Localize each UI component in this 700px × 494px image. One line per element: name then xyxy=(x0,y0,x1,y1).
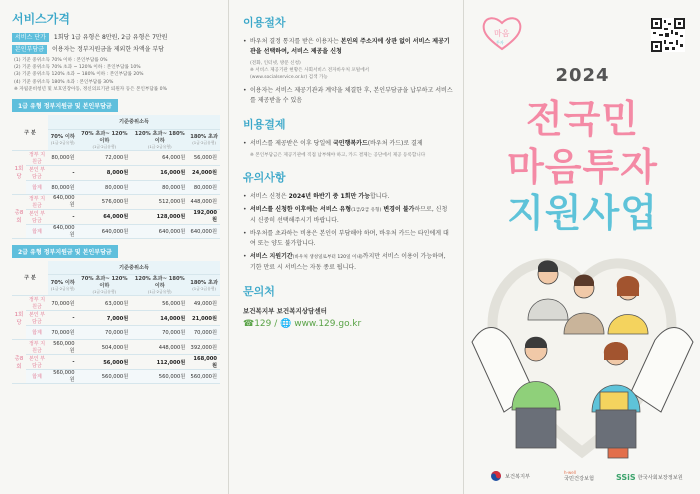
copay-notes xyxy=(12,57,220,93)
procedure-note: (www.socialservice.or.kr) 검색 가능 xyxy=(250,75,328,80)
col-header: 120% 초과~ 180% 이하 (1급·2급유형) xyxy=(131,129,188,150)
cover-title-line1: 전국민 xyxy=(525,97,640,141)
table-row xyxy=(12,355,220,370)
table-cell: 112,000원 xyxy=(131,355,188,370)
caution-title: 유의사항 xyxy=(243,171,286,184)
table1-band: 1급 유형 정부지원금 및 본인부담금 xyxy=(12,99,118,112)
row-label: 정부 지원금 xyxy=(26,150,48,165)
col-header: 70% 이하 (1급·2급유형) xyxy=(48,129,78,150)
row-label: 본인 부담금 xyxy=(26,355,48,370)
table-cell: 56,000원 xyxy=(131,296,188,311)
table-cell: 64,000원 xyxy=(78,209,132,224)
table-cell: 14,000원 xyxy=(131,311,188,326)
row-label: 합계 xyxy=(26,370,48,384)
caution-item: • 서비스를 신청한 이후에는 서비스 유형(1급/2급 유형) 변경이 불가하므로, 신청 시 신중히 선택해주시기 바랍니다. xyxy=(243,205,453,226)
svg-text:마음: 마음 xyxy=(494,29,510,38)
payment-note: ※ 본인부담금은 제공기관에 직접 납부해야 하고, 카드 결제는 공단에서 제공 등록합니다 xyxy=(250,153,426,158)
guide-panel xyxy=(228,0,463,494)
table-cell: 560,000원 xyxy=(78,370,132,384)
note-line: (1) 기준 중위소득 70% 이하 : 본인부담률 0% xyxy=(14,58,108,63)
row-label: 합계 xyxy=(26,180,48,194)
row-label: 합계 xyxy=(26,326,48,340)
note-line: (4) 기준 중위소득 180% 초과 : 본인부담률 30% xyxy=(14,79,114,85)
table2-band: 2급 유형 정부지원금 및 본인부담금 xyxy=(12,245,118,258)
col-header-gubun: 구 분 xyxy=(12,115,48,150)
table-cell: 576,000원 xyxy=(78,194,132,209)
group-label: 1회당 xyxy=(12,296,26,340)
table-cell: 16,000원 xyxy=(131,165,188,180)
col-header-group: 기준중위소득 xyxy=(48,261,220,275)
table-row xyxy=(12,180,220,194)
table-cell: 80,000원 xyxy=(48,180,78,194)
cover-title-line2: 마음투자 xyxy=(507,145,658,189)
table-row xyxy=(12,209,220,224)
table-row xyxy=(12,370,220,384)
group-label: 총8회 xyxy=(12,194,26,238)
procedure-title: 이용절차 xyxy=(243,16,286,29)
fee-table-grade2 xyxy=(12,261,220,385)
note-line: ※ 자립준비청년 및 보호연장아동, 정신의료기관 퇴원자 등은 본인부담률 0% xyxy=(14,86,167,92)
note-line: (3) 기준 중위소득 120% 초과 ~ 180% 이하 : 본인부담률 20% xyxy=(14,72,144,78)
table-row xyxy=(12,194,220,209)
row-label: 정부 지원금 xyxy=(26,296,48,311)
table-cell: 64,000원 xyxy=(131,150,188,165)
table-cell: 512,000원 xyxy=(131,194,188,209)
caution-section xyxy=(243,169,453,273)
footer-logo-nhis: h-well 국민건강보험 xyxy=(564,470,595,482)
price-panel xyxy=(0,0,228,494)
table-row xyxy=(12,340,220,355)
col-header: 70% 이하 (1급·2급유형) xyxy=(48,275,78,296)
note-line: (2) 기준 중위소득 70% 초과 ~ 120% 이하 : 본인부담률 10% xyxy=(14,65,141,71)
table-cell: 192,000원 xyxy=(188,209,220,224)
table-cell: 560,000원 xyxy=(131,370,188,384)
table-cell: 80,000원 xyxy=(131,180,188,194)
table-cell: 392,000원 xyxy=(188,340,220,355)
table-cell: 80,000원 xyxy=(188,180,220,194)
payment-item: • 서비스를 제공받은 이후 당일에 국민행복카드(바우처 카드)로 결제 xyxy=(243,139,453,149)
procedure-note: (전화, 인터넷, 방문 신청) xyxy=(250,61,301,66)
svg-text:투자: 투자 xyxy=(496,40,504,45)
people-illustration xyxy=(464,222,700,462)
table-row xyxy=(12,326,220,340)
cover-title-line3: 지원사업 xyxy=(507,191,658,235)
col-header: 70% 초과~ 120% 이하 (1급·2급유형) xyxy=(78,129,132,150)
table-cell: 24,000원 xyxy=(188,165,220,180)
col-header-group: 기준중위소득 xyxy=(48,115,220,129)
table-row xyxy=(12,150,220,165)
procedure-item: • 이용자는 서비스 제공기관과 계약을 체결한 후, 본인부담금을 납부하고 서비스를 제공받을 수 있음 xyxy=(243,86,453,106)
taegeuk-icon xyxy=(490,470,502,482)
table-cell: 63,000원 xyxy=(78,296,132,311)
table-cell: 128,000원 xyxy=(131,209,188,224)
cover-year: 2024 xyxy=(555,65,610,86)
table-cell: 168,000원 xyxy=(188,355,220,370)
table-cell: 640,000원 xyxy=(78,224,132,238)
table-cell: - xyxy=(48,311,78,326)
table-cell: 448,000원 xyxy=(188,194,220,209)
contact-phone-link[interactable]: ☎129 / 🌐 www.129.go.kr xyxy=(243,319,362,329)
col-header: 180% 초과 (1급·2급유형) xyxy=(188,275,220,296)
table-cell: 640,000원 xyxy=(48,194,78,209)
table-cell: 640,000원 xyxy=(48,224,78,238)
table-row xyxy=(12,311,220,326)
table-cell: - xyxy=(48,355,78,370)
caution-item: • 바우처를 초과하는 비용은 본인이 부담해야 하며, 바우처 카드는 타인에게 대여 또는 양도 불가합니다. xyxy=(243,229,453,249)
table-cell: 7,000원 xyxy=(78,311,132,326)
table-cell: 56,000원 xyxy=(78,355,132,370)
row-label: 본인 부담금 xyxy=(26,311,48,326)
heart-logo xyxy=(480,14,524,52)
procedure-item: • 바우처 결정 통지를 받은 이용자는 본인의 주소지에 상관 없이 서비스 제공기관을 선택하여, 서비스 제공을 신청 xyxy=(243,37,453,57)
table-cell: 560,000원 xyxy=(48,340,78,355)
table-cell: 56,000원 xyxy=(188,150,220,165)
table-cell: 80,000원 xyxy=(48,150,78,165)
table-cell: 70,000원 xyxy=(131,326,188,340)
table-row xyxy=(12,165,220,180)
procedure-note: ※ 서비스 제공기관 현황은 사회서비스 전자바우처 포털에서 xyxy=(250,68,370,73)
qr-code[interactable] xyxy=(651,18,685,52)
footer-logo-ssis: SSiS 한국사회보장정보원 xyxy=(616,473,683,482)
group-label: 1회당 xyxy=(12,150,26,194)
table-cell: 72,000원 xyxy=(78,150,132,165)
table-cell: 640,000원 xyxy=(188,224,220,238)
row-label: 합계 xyxy=(26,224,48,238)
table-row xyxy=(12,296,220,311)
row-label: 정부 지원금 xyxy=(26,194,48,209)
price-row xyxy=(12,33,220,42)
table-row xyxy=(12,224,220,238)
price-text: 1회당 1급 유형은 8만원, 2급 유형은 7만원 xyxy=(53,34,168,41)
copay-tag: 본인부담금 xyxy=(12,45,47,54)
cover-panel xyxy=(463,0,700,494)
group-label: 총8회 xyxy=(12,340,26,384)
table-cell: 640,000원 xyxy=(131,224,188,238)
contact-org: 보건복지부 보건복지상담센터 xyxy=(243,307,327,315)
table-cell: 70,000원 xyxy=(188,326,220,340)
procedure-section xyxy=(243,14,453,106)
table-cell: 49,000원 xyxy=(188,296,220,311)
copay-text: 이용자는 정부지원금을 제외한 차액을 부담 xyxy=(51,46,164,53)
qr-code-icon xyxy=(651,18,685,52)
table-cell: 70,000원 xyxy=(78,326,132,340)
col-header: 120% 초과~ 180% 이하 (1급·2급유형) xyxy=(131,275,188,296)
table-cell: 8,000원 xyxy=(78,165,132,180)
footer-logo-mohw: 보건복지부 xyxy=(490,470,530,482)
table-cell: 560,000원 xyxy=(48,370,78,384)
table-cell: 21,000원 xyxy=(188,311,220,326)
contact-title: 문의처 xyxy=(243,285,275,298)
row-label: 본인 부담금 xyxy=(26,165,48,180)
payment-section xyxy=(243,116,453,159)
table-cell: 70,000원 xyxy=(48,296,78,311)
caution-item: • 서비스 신청은 2024년 하반기 중 1회만 가능합니다. xyxy=(243,192,453,202)
row-label: 정부 지원금 xyxy=(26,340,48,355)
copay-row xyxy=(12,45,220,54)
payment-title: 비용결제 xyxy=(243,118,286,131)
caution-item: • 서비스 지원기간(바우처 생성일로부터 120일 이내)까지만 서비스 이용이 가능하며, 기한 만료 시 서비스는 자동 종료 됩니다. xyxy=(243,252,453,273)
table-cell: 448,000원 xyxy=(131,340,188,355)
col-header: 70% 초과~ 120% 이하 (1급·2급유형) xyxy=(78,275,132,296)
row-label: 본인 부담금 xyxy=(26,209,48,224)
price-tag: 서비스 단가 xyxy=(12,33,49,42)
table-cell: 560,000원 xyxy=(188,370,220,384)
col-header-gubun: 구 분 xyxy=(12,261,48,296)
table-cell: 70,000원 xyxy=(48,326,78,340)
table-cell: - xyxy=(48,165,78,180)
fee-table-grade1 xyxy=(12,115,220,239)
col-header: 180% 초과 (1급·2급유형) xyxy=(188,129,220,150)
heart-icon xyxy=(480,14,524,52)
price-section-title: 서비스가격 xyxy=(12,12,70,26)
table-cell: 80,000원 xyxy=(78,180,132,194)
table-cell: - xyxy=(48,209,78,224)
table-cell: 504,000원 xyxy=(78,340,132,355)
contact-section xyxy=(243,283,453,329)
